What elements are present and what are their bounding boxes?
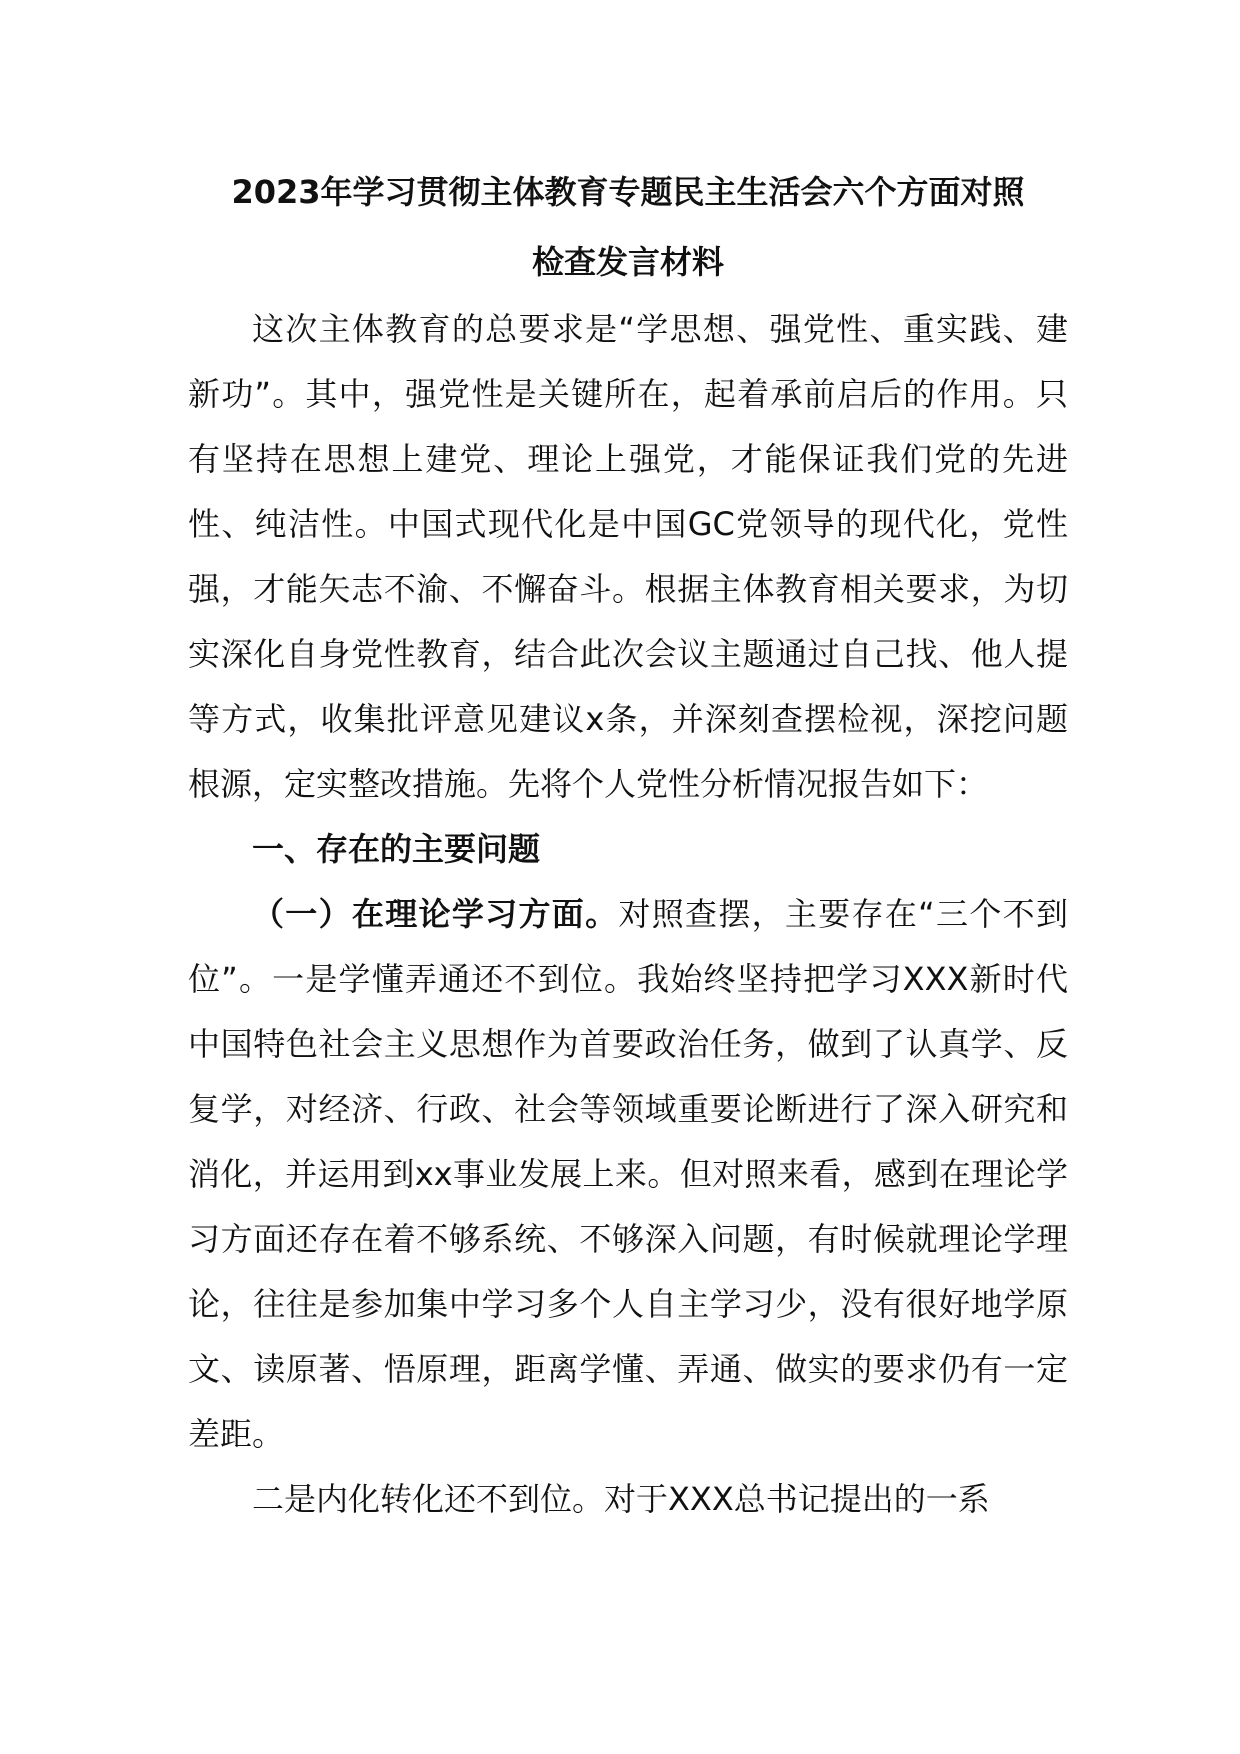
- paragraph-2: 二是内化转化还不到位。对于XXX总书记提出的一系: [252, 1480, 990, 1518]
- subsection-paragraph: [188, 882, 1068, 1467]
- title-line-2: 检查发言材料: [531, 243, 724, 281]
- document-page: [188, 172, 1068, 1547]
- title-line-1: 2023年学习贯彻主体教育专题民主生活会六个方面对照: [231, 173, 1025, 211]
- document-title: [188, 157, 1068, 297]
- intro-paragraph: 这次主体教育的总要求是“学思想、强党性、重实践、建新功”。其中，强党性是关键所在，起着承前启后的作用。只有坚持在思想上建党、理论上强党，才能保证我们党的先进性、纯洁性。中国式现代化是中国GC党领导的现代化，党性强，才能矢志不渝、不懈奋斗。根据主体教育相关要求，为切实深化自身党性教育，结合此次会议主题通过自己找、他人提等方式，收集批评意见建议x条，并深刻查摆检视，深挖问题根源，定实整改措施。先将个人党性分析情况报告如下：: [188, 310, 1068, 803]
- document-body: [188, 297, 1068, 1532]
- subsection-text: 对照查摆，主要存在“三个不到位”。一是学懂弄通还不到位。我始终坚持把学习XXX新时代中国特色社会主义思想作为首要政治任务，做到了认真学、反复学，对经济、行政、社会等领域重要论断进行了深入研究和消化，并运用到xx事业发展上来。但对照来看，感到在理论学习方面还存在着不够系统、不够深入问题，有时候就理论学理论，往往是参加集中学习多个人自主学习少，没有很好地学原文、读原著、悟原理，距离学懂、弄通、做实的要求仍有一定差距。: [188, 895, 1068, 1453]
- subsection-heading: （一）在理论学习方面。: [252, 895, 619, 933]
- section-heading: 一、存在的主要问题: [252, 830, 541, 868]
